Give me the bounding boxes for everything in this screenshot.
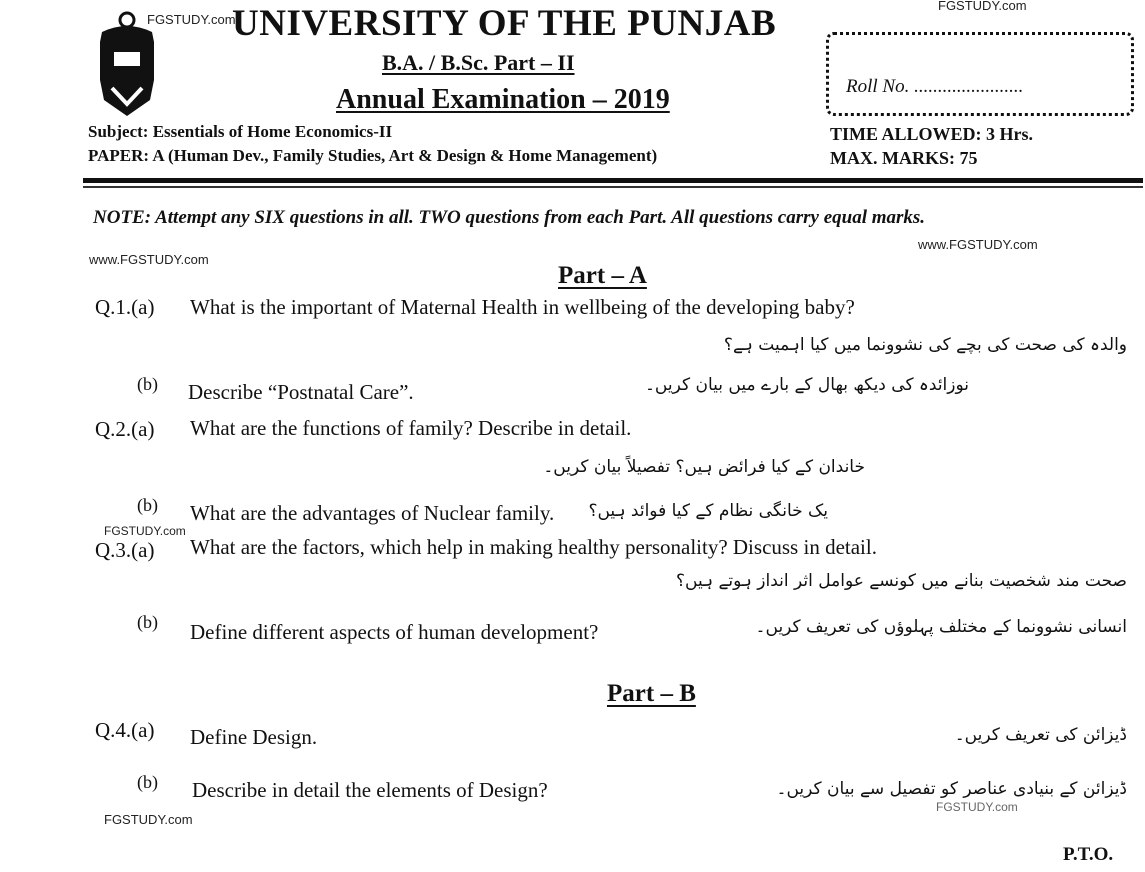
watermark: FGSTUDY.com (936, 800, 1018, 814)
roll-number-box (826, 32, 1134, 116)
header-divider (83, 186, 1143, 188)
question-urdu: صحت مند شخصیت بنانے میں کونسے عوامل اثر انداز ہوتے ہیں؟ (676, 571, 1127, 591)
question-text: What are the factors, which help in making healthy personality? Discuss in detail. (190, 535, 877, 559)
question-urdu: والدہ کی صحت کی بچے کی نشوونما میں کیا اہمیت ہے؟ (723, 335, 1127, 355)
watermark: www.FGSTUDY.com (918, 237, 1038, 252)
header-divider (83, 178, 1143, 183)
question-number: (b) (137, 495, 158, 515)
watermark: FGSTUDY.com (104, 524, 186, 538)
question-number: Q.3.(a) (95, 538, 155, 562)
question-number: (b) (137, 772, 158, 792)
watermark: FGSTUDY.com (938, 0, 1027, 13)
instructions-note: NOTE: Attempt any SIX questions in all. TWO questions from each Part. All questions carry equal marks. (93, 207, 926, 228)
pto-label: P.T.O. (1063, 844, 1114, 865)
roll-number-label: Roll No. ....................... (846, 76, 1024, 97)
question-text: What are the functions of family? Describe in detail. (190, 416, 632, 440)
watermark: FGSTUDY.com (104, 812, 193, 827)
question-number: Q.1.(a) (95, 295, 155, 319)
question-number: Q.4.(a) (95, 718, 155, 742)
watermark: FGSTUDY.com (147, 12, 236, 27)
paper-line: PAPER: A (Human Dev., Family Studies, Art & Design & Home Management) (88, 146, 658, 165)
time-allowed: TIME ALLOWED: 3 Hrs. (830, 124, 1034, 144)
question-urdu: ڈیزائن کی تعریف کریں۔ (954, 725, 1127, 745)
university-title: UNIVERSITY OF THE PUNJAB (232, 3, 777, 44)
question-text: Define Design. (190, 725, 318, 749)
question-text: What are the advantages of Nuclear family. (190, 501, 555, 525)
watermark: www.FGSTUDY.com (89, 252, 209, 267)
question-text: What is the important of Maternal Health in wellbeing of the developing baby? (190, 295, 855, 319)
question-text: Define different aspects of human development? (190, 620, 599, 644)
exam-title: Annual Examination – 2019 (336, 84, 670, 115)
max-marks: MAX. MARKS: 75 (830, 148, 978, 168)
subject-line: Subject: Essentials of Home Economics-II (88, 122, 393, 141)
question-urdu: یک خانگی نظام کے کیا فوائد ہیں؟ (588, 501, 828, 521)
question-number: (b) (137, 374, 158, 394)
part-b-heading: Part – B (607, 680, 696, 707)
question-urdu: خاندان کے کیا فرائض ہیں؟ تفصیلاً بیان کریں۔ (543, 457, 865, 477)
question-urdu: ڈیزائن کے بنیادی عناصر کو تفصیل سے بیان کریں۔ (776, 779, 1127, 799)
question-text: Describe “Postnatal Care”. (188, 380, 414, 404)
question-number: (b) (137, 612, 158, 632)
question-number: Q.2.(a) (95, 417, 155, 441)
question-text: Describe in detail the elements of Design? (192, 778, 548, 802)
question-urdu: انسانی نشوونما کے مختلف پہلوؤں کی تعریف کریں۔ (755, 617, 1127, 637)
part-a-heading: Part – A (558, 262, 647, 289)
question-urdu: نوزائدہ کی دیکھ بھال کے بارے میں بیان کریں۔ (644, 375, 969, 395)
program-title: B.A. / B.Sc. Part – II (382, 50, 575, 75)
